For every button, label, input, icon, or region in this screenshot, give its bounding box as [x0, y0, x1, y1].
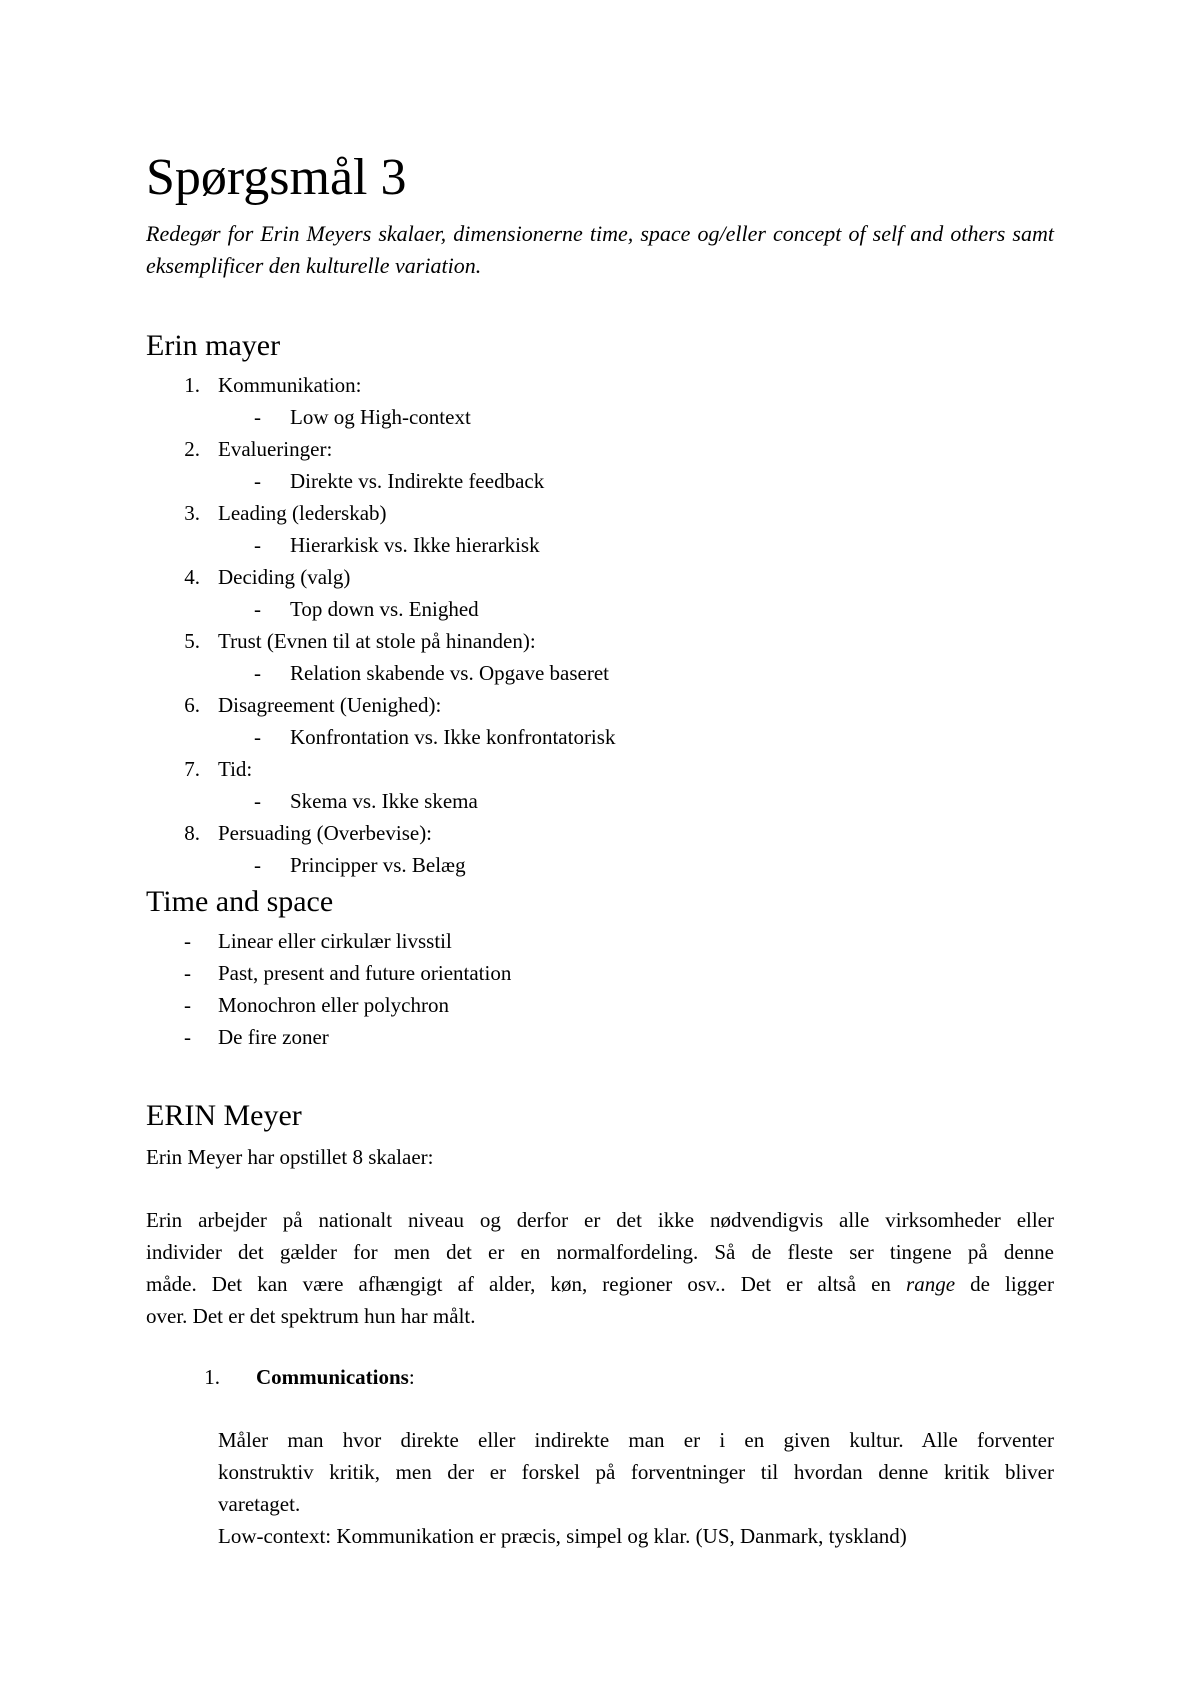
paragraph-line: individer det gælder for men det er en normalfordeling. Så de fleste ser tingene på denne — [146, 1240, 1054, 1264]
sub-item-label: Relation skabende vs. Opgave baseret — [290, 661, 609, 685]
bullet-item-label: Monochron eller polychron — [218, 993, 449, 1017]
sub-item-label: Principper vs. Belæg — [290, 853, 466, 877]
paragraph-line: Erin arbejder på nationalt niveau og derfor er det ikke nødvendigvis alle virksomheder eller — [146, 1208, 1054, 1232]
list-item-label: Kommunikation: — [218, 373, 362, 397]
list-number: 7. — [184, 757, 200, 781]
list-item-label: Tid: — [218, 757, 253, 781]
list-item-label: Trust (Evnen til at stole på hinanden): — [218, 629, 536, 653]
emphasis-text: range — [906, 1272, 956, 1296]
list-number: 6. — [184, 693, 200, 717]
list-number: 5. — [184, 629, 200, 653]
document-title: Spørgsmål 3 — [146, 149, 407, 206]
paragraph-line: konstruktiv kritik, men der er forskel på forventninger til hvordan denne kritik bliver — [218, 1460, 1054, 1484]
sub-item-label: Top down vs. Enighed — [290, 597, 479, 621]
list-item-heading — [256, 1362, 415, 1392]
sub-item-label: Skema vs. Ikke skema — [290, 789, 478, 813]
list-item-label: Evalueringer: — [218, 437, 333, 461]
item-colon: : — [408, 1365, 415, 1389]
document-subtitle: Redegør for Erin Meyers skalaer, dimensionerne time, space og/eller concept of self and others samt eksemplificer den kulturelle variation. — [146, 221, 1054, 278]
sub-bullet: - — [254, 597, 261, 621]
bullet-item-label: De fire zoner — [218, 1025, 329, 1049]
list-item-label: Disagreement (Uenighed): — [218, 693, 442, 717]
sub-item-label: Direkte vs. Indirekte feedback — [290, 469, 545, 493]
list-item-label: Leading (lederskab) — [218, 501, 387, 525]
section-heading-erin-meyer: ERIN Meyer — [146, 1099, 302, 1132]
text-run: de ligger — [955, 1272, 1054, 1296]
sub-bullet: - — [254, 533, 261, 557]
sub-bullet: - — [254, 789, 261, 813]
text-run: måde. Det kan være afhængigt af alder, køn, regioner osv.. Det er altså en — [146, 1272, 907, 1296]
list-number: 1. — [184, 373, 200, 397]
list-number: 1. — [204, 1365, 220, 1389]
list-item-label: Persuading (Overbevise): — [218, 821, 433, 845]
section-heading-time-and-space: Time and space — [146, 885, 334, 918]
sub-bullet: - — [254, 661, 261, 685]
list-number: 3. — [184, 501, 200, 525]
list-item-label: Deciding (valg) — [218, 565, 351, 589]
sub-bullet: - — [254, 469, 261, 493]
sub-bullet: - — [254, 725, 261, 749]
bullet: - — [184, 929, 191, 953]
sub-item-label: Konfrontation vs. Ikke konfrontatorisk — [290, 725, 616, 749]
section-heading-erin-mayer: Erin mayer — [146, 329, 281, 362]
bullet: - — [184, 1025, 191, 1049]
paragraph-line: over. Det er det spektrum hun har målt. — [146, 1304, 476, 1328]
item-title: Communications — [256, 1365, 409, 1389]
list-number: 8. — [184, 821, 200, 845]
paragraph-line — [146, 1268, 1054, 1300]
low-context-text: Low-context: Kommunikation er præcis, simpel og klar. (US, Danmark, tyskland) — [218, 1524, 907, 1548]
list-number: 4. — [184, 565, 200, 589]
paragraph-line: Måler man hvor direkte eller indirekte man er i en given kultur. Alle forventer — [218, 1428, 1054, 1452]
sub-bullet: - — [254, 853, 261, 877]
intro-text: Erin Meyer har opstillet 8 skalaer: — [146, 1145, 434, 1169]
bullet-item-label: Past, present and future orientation — [218, 961, 512, 985]
bullet: - — [184, 961, 191, 985]
list-number: 2. — [184, 437, 200, 461]
item-paragraph — [218, 1424, 1054, 1552]
paragraph — [146, 1204, 1054, 1332]
bullet-item-label: Linear eller cirkulær livsstil — [218, 929, 452, 953]
bullet: - — [184, 993, 191, 1017]
paragraph-line: varetaget. — [218, 1492, 301, 1516]
sub-bullet: - — [254, 405, 261, 429]
sub-item-label: Low og High-context — [290, 405, 471, 429]
sub-item-label: Hierarkisk vs. Ikke hierarkisk — [290, 533, 540, 557]
